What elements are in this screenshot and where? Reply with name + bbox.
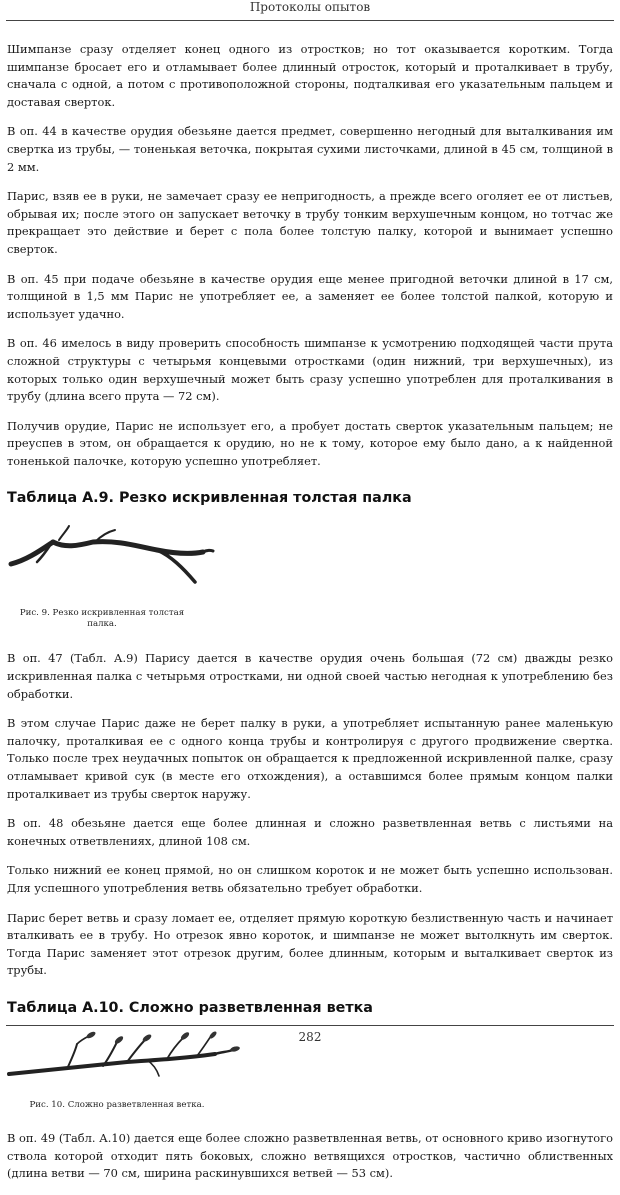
paragraph: В оп. 47 (Табл. А.9) Парису дается в качестве орудия очень большая (72 см) дважды резко искривленная палка с четырьмя отростками, ни одной своей частью негодная к употреблению без обработки. — [7, 651, 613, 701]
paragraph: В оп. 49 (Табл. А.10) дается еще более сложно разветвленная ветвь, от основного криво изогнутого ствола которой отходит пять боковых, сложно ветвящихся отростков, частично облиственных (длина ветви — 70 см, ширина раскинувшихся ветвей — 53 см). — [7, 1130, 613, 1181]
table-heading: Таблица А.9. Резко искривленная толстая палка — [7, 490, 412, 507]
page-body — [7, 41, 613, 1195]
paragraph: В оп. 45 при подаче обезьяне в качестве орудия еще менее пригодной веточки длиной в 17 см, толщиной в 1,5 мм Парис не употребляет ее, а заменяет ее более толстой палкой, которую и использует удачно. — [7, 271, 613, 321]
running-header: Протоколы опытов — [249, 0, 371, 14]
footer-rule — [6, 1025, 614, 1026]
page-number: 282 — [298, 1030, 322, 1044]
paragraph: В оп. 44 в качестве орудия обезьяне дается предмет, совершенно негодный для выталкивания им свертка из трубы, — тоненькая веточка, покрытая сухими листочками, длиной в 45 см, толщиной в 2 мм. — [7, 124, 613, 174]
paragraph: В оп. 46 имелось в виду проверить способность шимпанзе к усмотрению подходящей части прута сложной структуры с четырьмя концевыми отростками (один нижний, три верхушечных), из которых только один верхушечный может быть сразу успешно употреблен для проталкивания в трубу (длина всего прута — 72 см). — [7, 336, 613, 404]
paragraph: Парис, взяв ее в руки, не замечает сразу ее непригодность, а прежде всего оголяет ее от листьев, обрывая их; после этого он запускает веточку в трубу тонким верхушечным концом, но тотчас же прекращает это действие и берет с пола более толстую палку, которой и вынимает успешно сверток. — [7, 189, 613, 256]
figure-caption: Рис. 9. Резко искривленная толстая палка. — [19, 608, 185, 630]
paragraph: Получив орудие, Парис не использует его, а пробует достать сверток указательным пальцем; не преуспев в этом, он обращается к орудию, но не к тому, которое ему было дано, а к найденной тоненькой палочке, которую успешно употребляет. — [7, 418, 613, 468]
paragraph: Парис берет ветвь и сразу ломает ее, отделяет прямую короткую безлиственную часть и начинает вталкивать ее в трубу. Но отрезок явно короток, и шимпанзе не может вытолкнуть им сверток. Тогда Парис заменяет этот отрезок другим, более длинным, которым и выталкивает сверток из трубы. — [7, 910, 613, 978]
header-rule — [6, 20, 614, 21]
paragraph: Шимпанзе сразу отделяет конец одного из отростков; но тот оказывается коротким. Тогда шимпанзе бросает его и отламывает более длинный отросток, который и проталкивает в трубу, сначала с одной, а потом с противоположной стороны, подталкивая его указательным пальцем и доставая сверток. — [7, 42, 613, 109]
paragraph: Только нижний ее конец прямой, но он слишком короток и не может быть успешно использован. Для успешного употребления ветвь обязательно требует обработки. — [7, 863, 613, 895]
figure-bent-stick — [7, 520, 613, 638]
figure-caption: Рис. 10. Сложно разветвленная ветка. — [29, 1099, 205, 1110]
table-heading: Таблица А.10. Сложно разветвленная ветка — [7, 999, 373, 1016]
paragraph: В оп. 48 обезьяне дается еще более длинная и сложно разветвленная ветвь с листьями на конечных ответвлениях, длиной 108 см. — [7, 816, 613, 848]
paragraph: В этом случае Парис даже не берет палку в руки, а употребляет испытанную ранее маленькую палочку, проталкивая ее с одного конца трубы и контролируя с другого продвижение свертка. Только после трех неудачных попыток он обращается к предложенной искривленной палке, сразу отламывает кривой сук (в месте его отхождения), а оставшимся более прямым концом палки проталкивает из трубы сверток наружу. — [7, 716, 613, 801]
